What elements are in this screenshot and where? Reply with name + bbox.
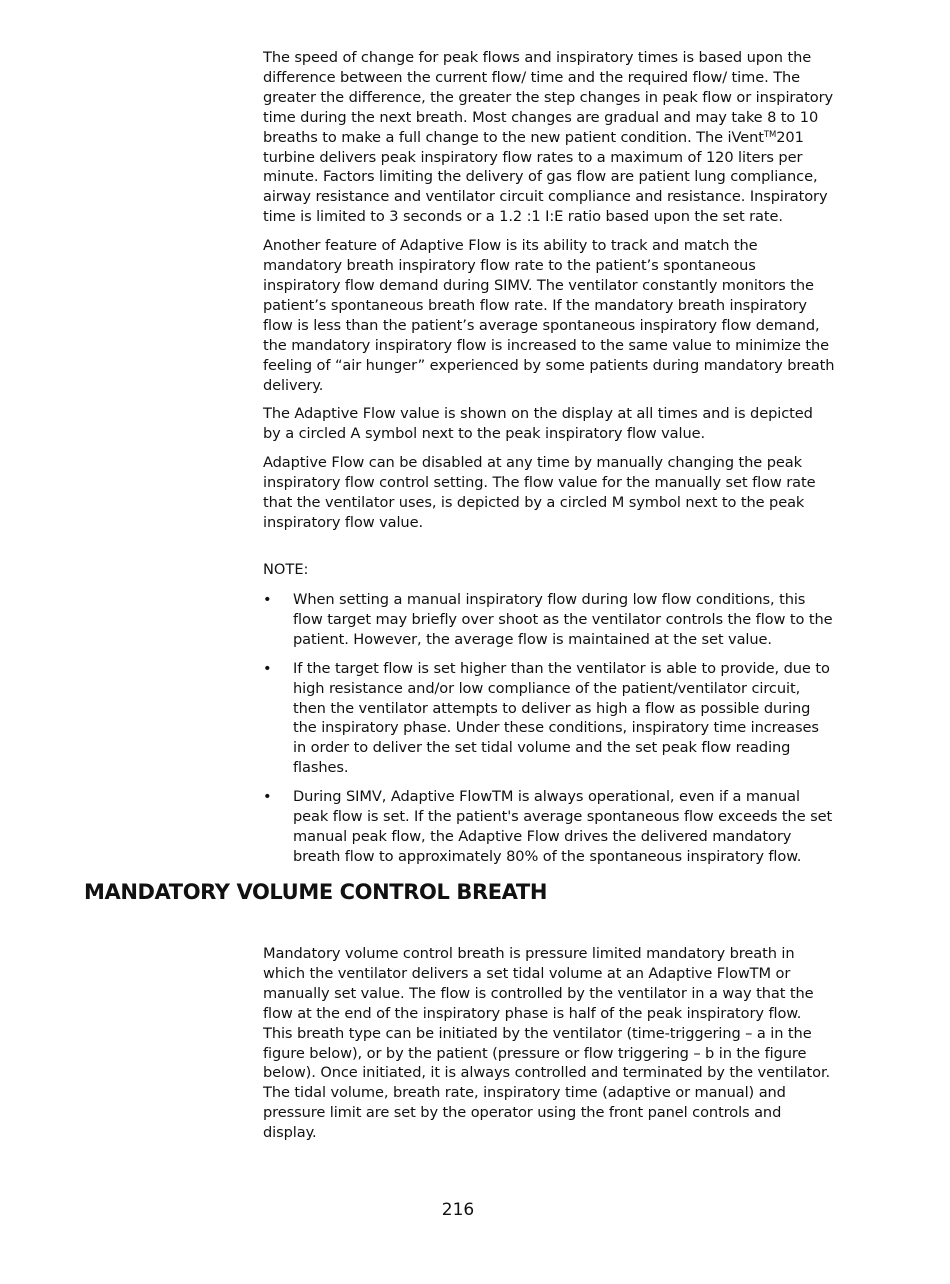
section-paragraph: Mandatory volume control breath is pressure limited mandatory breath in which the ventilator delivers a set tidal volume at an Adaptive FlowTM or manually set value. The flow is controlled by the ventilator in a way that the flow at the end of the inspiratory phase is half of the peak inspiratory flow. This breath type can be initiated by the ventilator (time-triggering – a in the figure below), or by the patient (pressure or flow triggering – b in the figure below). Once initiated, it is always controlled and terminated by the ventilator. The tidal volume, breath rate, inspiratory time (adaptive or manual) and pressure limit are set by the operator using the front panel controls and display. [263,945,831,1142]
note-list-item [263,787,835,867]
note-item-text: During SIMV, Adaptive FlowTM is always operational, even if a manual peak flow is set. If the patient's average spontaneous flow exceeds the set manual peak flow, the Adaptive Flow drives the delivered mandatory breath flow to approximately 80% of the spontaneous inspiratory flow. [293,788,833,865]
note-list-item [263,590,835,650]
note-item-text: When setting a manual inspiratory flow during low flow conditions, this flow target may briefly over shoot as the ventilator controls the flow to the patient. However, the average flow is maintained at the set value. [293,591,833,648]
intro-paragraph-3: The Adaptive Flow value is shown on the display at all times and is depicted by a circled A symbol next to the peak inspiratory flow value. [263,405,813,443]
note-item-text: If the target flow is set higher than the ventilator is able to provide, due to high resistance and/or low compliance of the patient/ventilator circuit, then the ventilator attempts to deliver as high a flow as possible during the inspiratory phase. Under these conditions, inspiratory time increases in order to deliver the set tidal volume and the set peak flow reading flashes. [293,659,830,777]
bullet-icon: • [263,659,272,677]
intro-paragraph-1-part-2: 201 turbine delivers peak inspiratory flow rates to a maximum of 120 liters per minute. Factors limiting the delivery of gas flow are patient lung compliance, airway resistance and ventilator circuit compliance and resistance. Inspiratory time is limited to 3 seconds or a 1.2 :1 I:E ratio based upon the set rate. [263,128,828,226]
note-label: NOTE: [263,561,309,578]
intro-paragraph-1-part-1: The speed of change for peak flows and inspiratory times is based upon the difference between the current flow/ time and the required flow/ time. The greater the difference, the greater the step changes in peak flow or inspiratory time during the next breath. Most changes are gradual and may take 8 to 10 breaths to make a full change to the new patient condition. The iVent [263,49,834,146]
note-list-item [263,659,835,778]
section-text-block [263,944,835,1152]
intro-paragraph-1 [263,48,835,227]
intro-paragraph-2: Another feature of Adaptive Flow is its ability to track and match the mandatory breath inspiratory flow rate to the patient’s spontaneous inspiratory flow demand during SIMV. The ventilator constantly monitors the patient’s spontaneous breath flow rate. If the mandatory breath inspiratory flow is less than the patient’s average spontaneous inspiratory flow demand, the mandatory inspiratory flow is increased to the same value to minimize the feeling of “air hunger” experienced by some patients during mandatory breath delivery. [263,237,835,394]
bullet-icon: • [263,591,272,608]
trademark-mark: TM [763,129,777,140]
section-heading: MANDATORY VOLUME CONTROL BREATH [84,880,547,904]
bullet-icon: • [263,788,272,806]
intro-text-block [263,48,835,542]
page-number: 216 [441,1200,475,1220]
note-list [263,590,835,876]
intro-paragraph-4: Adaptive Flow can be disabled at any time by manually changing the peak inspiratory flow control setting. The flow value for the manually set flow rate that the ventilator uses, is depicted by a circled M symbol next to the peak inspiratory flow value. [263,454,816,531]
